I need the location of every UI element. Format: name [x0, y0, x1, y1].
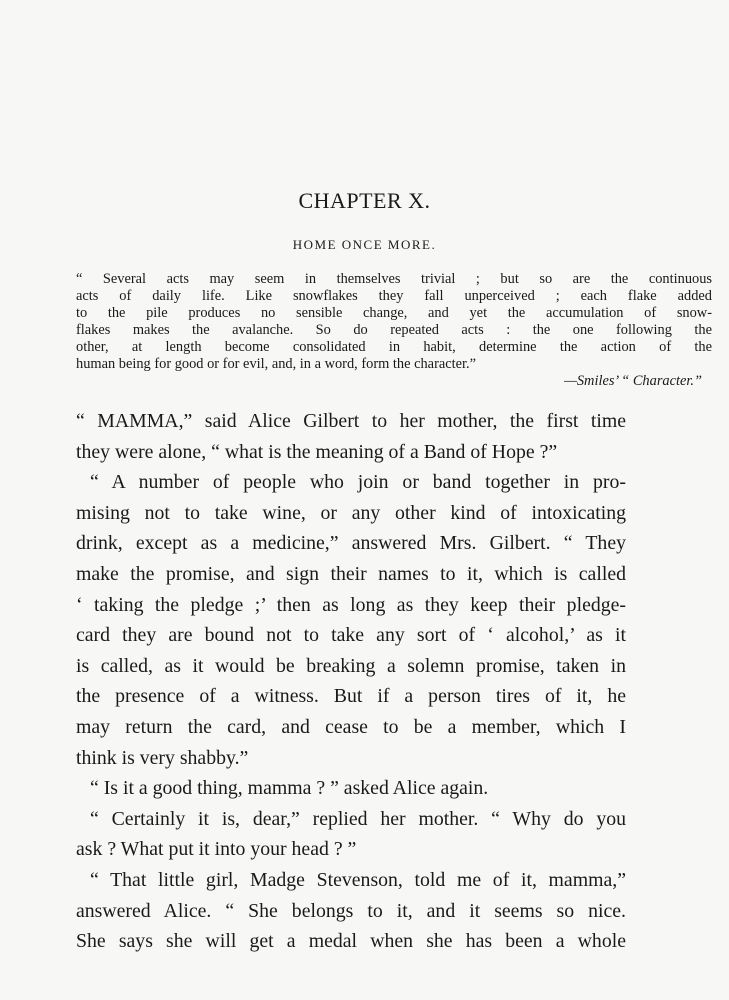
body-line: ask ? What put it into your head ? ” [76, 838, 357, 861]
body-line: the presence of a witness. But if a person tires of it, he [76, 685, 626, 708]
body-line: “ MAMMA,” said Alice Gilbert to her mother, the first time [76, 410, 626, 432]
body-line: drink, except as a medicine,” answered Mrs. Gilbert. “ They [76, 532, 626, 555]
body-line: “ Is it a good thing, mamma ? ” asked Alice again. [90, 777, 489, 800]
epigraph-line: acts of daily life. Like snowflakes they fall unperceived ; each flake added [76, 288, 712, 304]
body-line: make the promise, and sign their names to it, which is called [76, 562, 626, 585]
epigraph-line: to the pile produces no sensible change, and yet the accumulation of snow- [76, 305, 712, 321]
epigraph [76, 271, 712, 390]
body-text [76, 406, 626, 957]
body-line: mising not to take wine, or any other kind of intoxicating [76, 501, 626, 524]
body-line: She says she will get a medal when she has been a whole [76, 930, 626, 953]
epigraph-line: other, at length become consolidated in habit, determine the action of the [76, 339, 712, 355]
body-line: card they are bound not to take any sort of ‘ alcohol,’ as it [76, 624, 626, 647]
epigraph-line: flakes makes the avalanche. So do repeated acts : the one following the [76, 322, 712, 338]
body-line: answered Alice. “ She belongs to it, and it seems so nice. [76, 899, 626, 922]
epigraph-line: “ Several acts may seem in themselves trivial ; but so are the continuous [76, 271, 712, 287]
body-line: they were alone, “ what is the meaning of a Band of Hope ?” [76, 440, 558, 463]
epigraph-line: human being for good or for evil, and, in a word, form the character.” [76, 356, 476, 372]
body-line: ‘ taking the pledge ;’ then as long as they keep their pledge- [76, 593, 626, 616]
body-line: may return the card, and cease to be a member, which I [76, 715, 626, 738]
body-line: “ A number of people who join or band together in pro- [90, 471, 626, 494]
chapter-title: CHAPTER X. [298, 188, 431, 213]
body-line: “ That little girl, Madge Stevenson, told me of it, mamma,” [90, 868, 626, 891]
body-line: “ Certainly it is, dear,” replied her mother. “ Why do you [90, 807, 626, 830]
body-line: is called, as it would be breaking a solemn promise, taken in [76, 654, 626, 677]
chapter-subtitle: HOME ONCE MORE. [292, 237, 437, 252]
epigraph-attribution: —Smiles’ “ Character.” [564, 373, 702, 389]
body-line: think is very shabby.” [76, 746, 249, 769]
